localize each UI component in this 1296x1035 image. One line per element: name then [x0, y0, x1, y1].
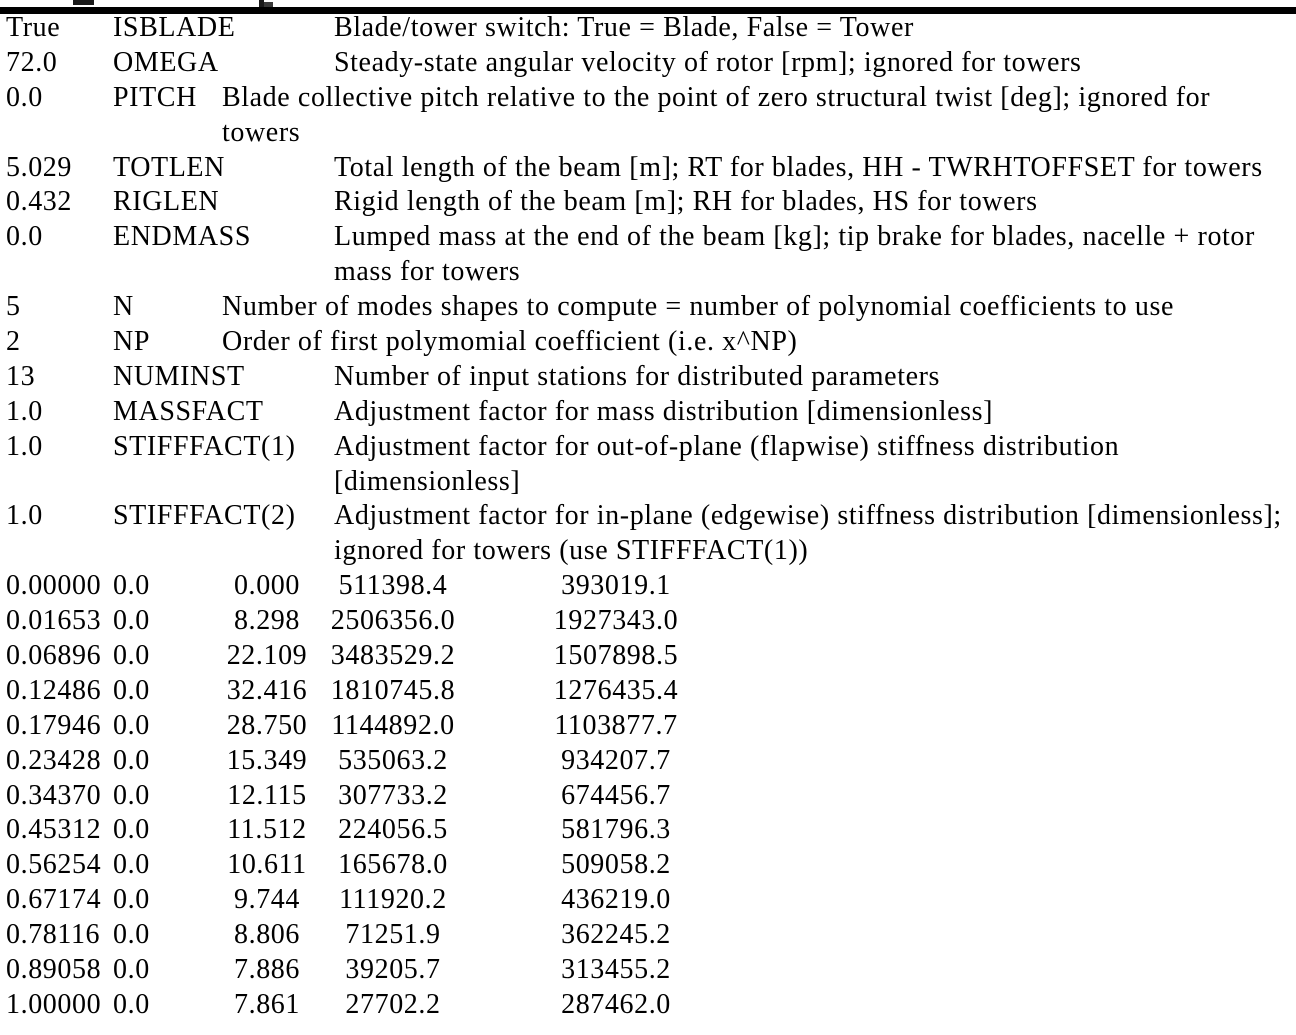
cropped-text-remnant	[73, 0, 94, 5]
table-cell: 0.0	[113, 988, 150, 1020]
table-cell: 1810745.8	[330, 674, 456, 706]
param-description-line: Blade/tower switch: True = Blade, False = Tower	[334, 12, 914, 43]
param-description	[334, 11, 1296, 46]
param-description	[222, 325, 1296, 360]
param-description	[334, 430, 1296, 500]
param-row-isblade	[0, 11, 1296, 46]
param-row-omega	[0, 46, 1296, 81]
table-cell: 0.45312	[6, 814, 102, 846]
table-cell: 0.01653	[6, 605, 102, 637]
table-row	[0, 569, 1296, 604]
table-row	[0, 674, 1296, 709]
table-cell: 1103877.7	[554, 709, 678, 741]
param-name: STIFFFACT(2)	[113, 500, 296, 532]
table-cell: 2506356.0	[330, 605, 456, 637]
table-cell: 0.0	[113, 884, 150, 916]
table-cell: 0.0	[113, 570, 150, 602]
param-name: ENDMASS	[113, 221, 252, 253]
table-cell: 934207.7	[561, 744, 671, 776]
table-cell: 71251.9	[345, 919, 441, 951]
table-cell: 0.0	[113, 744, 150, 776]
param-row-stifffact2	[0, 499, 1296, 569]
table-cell: 1144892.0	[331, 709, 455, 741]
param-description	[334, 46, 1296, 81]
table-cell: 581796.3	[561, 814, 671, 846]
param-name: OMEGA	[113, 46, 219, 78]
param-value: True	[6, 12, 61, 43]
table-cell: 1276435.4	[553, 674, 679, 706]
table-row	[0, 639, 1296, 674]
param-description	[222, 290, 1296, 325]
table-row	[0, 604, 1296, 639]
param-description-line: [dimensionless]	[334, 465, 521, 497]
param-name: PITCH	[113, 81, 197, 113]
param-name: RIGLEN	[113, 186, 220, 218]
param-name: ISBLADE	[113, 12, 236, 43]
table-cell: 0.0	[113, 709, 150, 741]
param-description	[334, 151, 1296, 186]
table-cell: 165678.0	[338, 849, 448, 881]
table-cell: 393019.1	[561, 570, 671, 602]
table-cell: 12.115	[227, 779, 307, 811]
param-description	[334, 185, 1296, 220]
table-cell: 0.0	[113, 605, 150, 637]
param-row-totlen	[0, 151, 1296, 186]
table-cell: 224056.5	[338, 814, 448, 846]
param-description-line: ignored for towers (use STIFFFACT(1))	[334, 535, 809, 567]
table-cell: 111920.2	[339, 884, 447, 916]
param-row-numinst	[0, 360, 1296, 395]
table-row	[0, 883, 1296, 918]
table-cell: 0.0	[113, 779, 150, 811]
table-cell: 0.00000	[6, 570, 102, 602]
table-row	[0, 988, 1296, 1023]
table-cell: 509058.2	[561, 849, 671, 881]
table-cell: 39205.7	[345, 954, 441, 986]
param-description-line: towers	[222, 116, 301, 148]
table-cell: 32.416	[226, 674, 308, 706]
param-name: STIFFFACT(1)	[113, 430, 296, 462]
table-cell: 0.56254	[6, 849, 102, 881]
table-row	[0, 848, 1296, 883]
table-cell: 11.512	[227, 814, 307, 846]
param-description	[334, 360, 1296, 395]
param-description-line: Order of first polymomial coefficient (i.e. x^NP)	[222, 326, 798, 358]
table-cell: 313455.2	[561, 954, 671, 986]
table-cell: 10.611	[227, 849, 307, 881]
param-value: 0.432	[6, 186, 72, 218]
table-cell: 15.349	[226, 744, 308, 776]
table-cell: 0.34370	[6, 779, 102, 811]
param-value: 5.029	[6, 151, 72, 183]
table-row	[0, 813, 1296, 848]
param-row-stifffact1	[0, 430, 1296, 500]
table-row	[0, 709, 1296, 744]
param-row-n	[0, 290, 1296, 325]
table-cell: 436219.0	[561, 884, 671, 916]
param-row-pitch	[0, 81, 1296, 151]
table-cell: 0.0	[113, 640, 150, 672]
param-description-line: Number of input stations for distributed parameters	[334, 360, 941, 392]
table-cell: 1927343.0	[553, 605, 679, 637]
param-name: MASSFACT	[113, 395, 264, 427]
param-value: 13	[6, 360, 36, 392]
table-cell: 535063.2	[338, 744, 448, 776]
table-cell: 0.0	[113, 849, 150, 881]
table-cell: 362245.2	[561, 919, 671, 951]
param-description	[222, 81, 1296, 151]
table-cell: 511398.4	[338, 570, 448, 602]
param-description-line: Rigid length of the beam [m]; RH for blades, HS for towers	[334, 186, 1038, 218]
param-row-endmass	[0, 220, 1296, 290]
param-description	[334, 395, 1296, 430]
table-cell: 0.0	[113, 814, 150, 846]
param-description-line: Blade collective pitch relative to the point of zero structural twist [deg]; ignored for	[222, 81, 1211, 113]
table-cell: 8.298	[234, 605, 300, 637]
table-cell: 0.0	[113, 919, 150, 951]
table-row	[0, 953, 1296, 988]
distributed-properties-table	[0, 569, 1296, 1023]
param-value: 0.0	[6, 81, 43, 113]
table-cell: 1.00000	[6, 988, 102, 1020]
param-name: N	[113, 291, 134, 323]
table-cell: 307733.2	[338, 779, 448, 811]
table-cell: 1507898.5	[553, 640, 679, 672]
table-cell: 0.0	[113, 674, 150, 706]
table-cell: 0.0	[113, 954, 150, 986]
table-cell: 7.861	[234, 988, 300, 1020]
param-row-massfact	[0, 395, 1296, 430]
param-description-line: Total length of the beam [m]; RT for blades, HH - TWRHTOFFSET for towers	[334, 151, 1263, 183]
param-description-line: Adjustment factor for mass distribution [dimensionless]	[334, 395, 994, 427]
table-cell: 9.744	[234, 884, 300, 916]
param-description	[334, 499, 1296, 569]
param-row-np	[0, 325, 1296, 360]
table-row	[0, 918, 1296, 953]
param-value: 2	[6, 326, 21, 358]
table-cell: 3483529.2	[330, 640, 456, 672]
table-cell: 287462.0	[561, 988, 671, 1020]
table-cell: 0.000	[234, 570, 300, 602]
param-name: TOTLEN	[113, 151, 225, 183]
table-cell: 27702.2	[345, 988, 441, 1020]
param-description-line: mass for towers	[334, 256, 521, 288]
table-cell: 8.806	[234, 919, 300, 951]
param-description-line: Adjustment factor for in-plane (edgewise) stiffness distribution [dimensionless];	[334, 500, 1282, 532]
param-description-line: Steady-state angular velocity of rotor [rpm]; ignored for towers	[334, 46, 1082, 78]
file-listing	[0, 11, 1296, 1023]
table-cell: 28.750	[226, 709, 308, 741]
table-cell: 22.109	[226, 640, 308, 672]
param-description	[334, 220, 1296, 290]
param-name: NP	[113, 326, 150, 358]
param-description-line: Lumped mass at the end of the beam [kg]; tip brake for blades, nacelle + rotor	[334, 221, 1255, 253]
param-name: NUMINST	[113, 360, 245, 392]
table-cell: 674456.7	[561, 779, 671, 811]
param-value: 5	[6, 291, 21, 323]
table-row	[0, 744, 1296, 779]
table-row	[0, 779, 1296, 814]
table-cell: 7.886	[234, 954, 300, 986]
table-cell: 0.12486	[6, 674, 102, 706]
param-description-line: Adjustment factor for out-of-plane (flapwise) stiffness distribution	[334, 430, 1120, 462]
table-cell: 0.23428	[6, 744, 102, 776]
table-cell: 0.06896	[6, 640, 102, 672]
param-value: 1.0	[6, 430, 43, 462]
param-value: 0.0	[6, 221, 43, 253]
param-row-riglen	[0, 185, 1296, 220]
table-cell: 0.78116	[6, 919, 101, 951]
table-cell: 0.67174	[6, 884, 102, 916]
param-value: 1.0	[6, 500, 43, 532]
table-cell: 0.89058	[6, 954, 102, 986]
table-cell: 0.17946	[6, 709, 102, 741]
param-description-line: Number of modes shapes to compute = number of polynomial coefficients to use	[222, 291, 1175, 323]
param-value: 1.0	[6, 395, 43, 427]
param-value: 72.0	[6, 46, 58, 78]
